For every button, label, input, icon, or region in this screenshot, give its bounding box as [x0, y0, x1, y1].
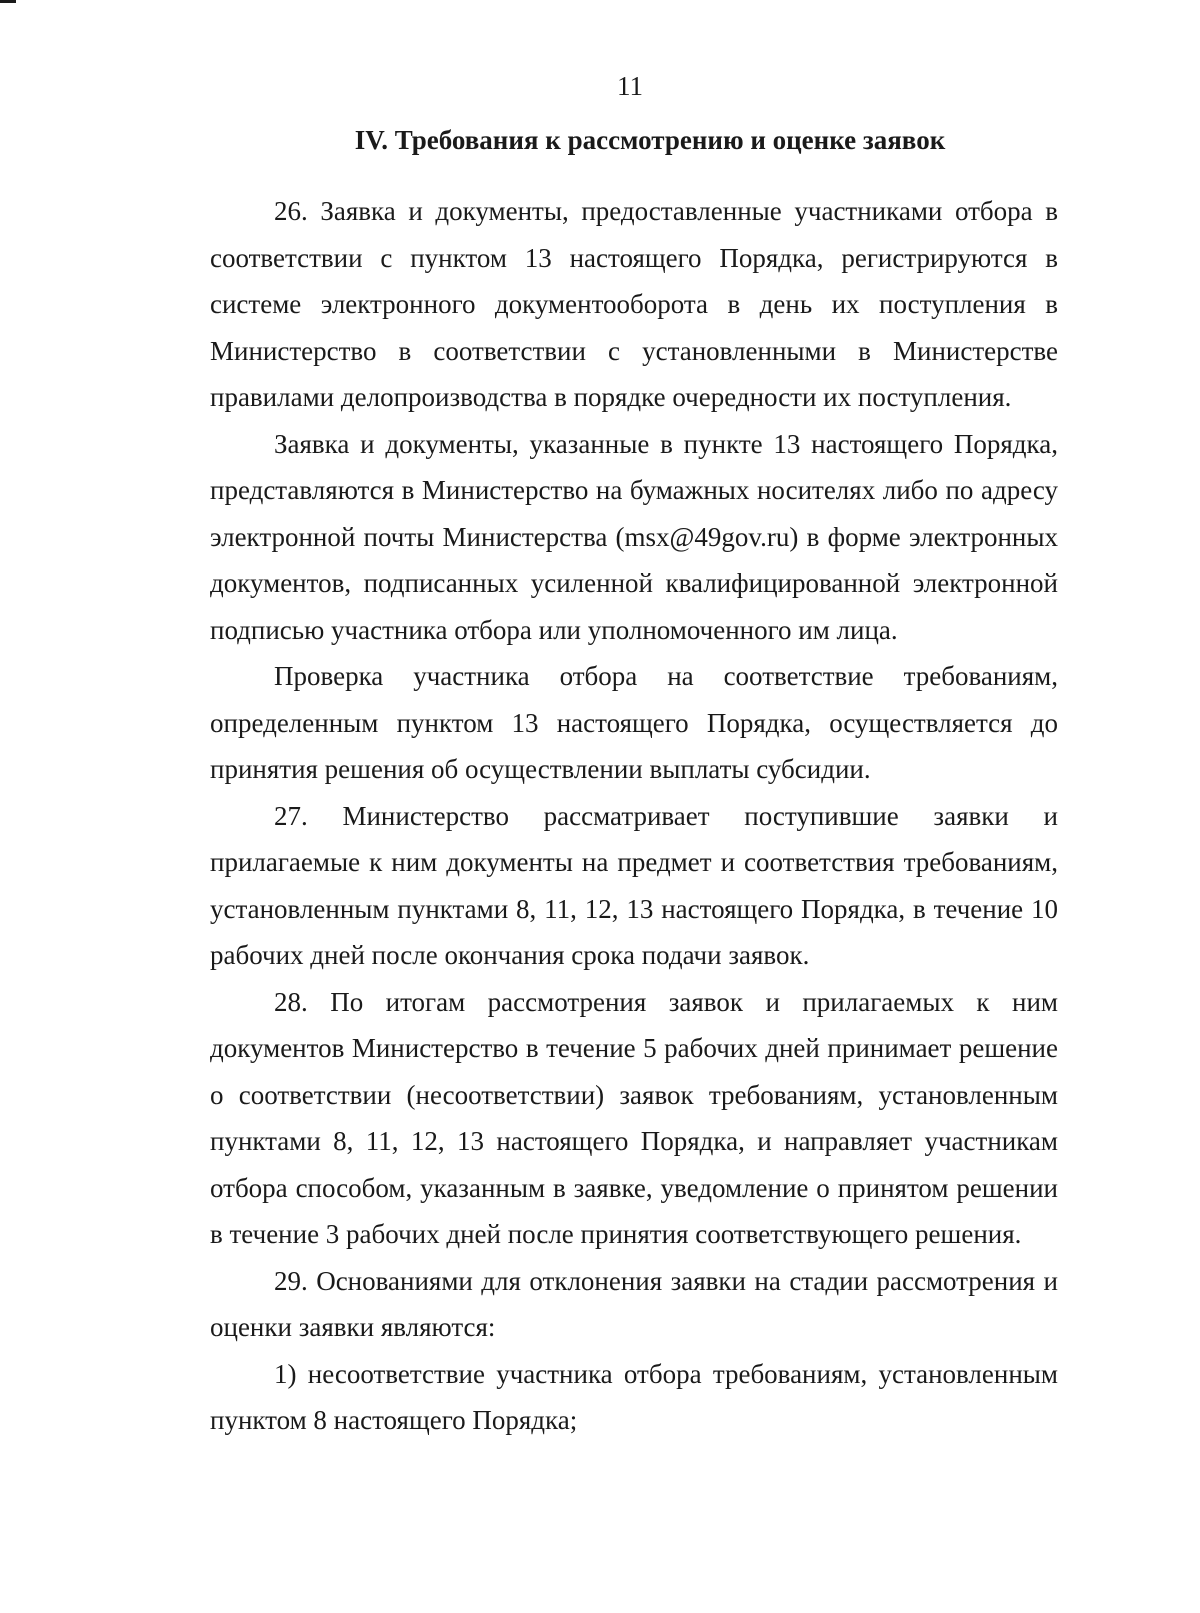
list-item-1: 1) несоответствие участника отбора требованиям, установленным пунктом 8 настоящего Порядка;: [210, 1358, 1058, 1435]
paragraph-27: 27. Министерство рассматривает поступившие заявки и прилагаемые к ним документы на предмет и соответствия требованиям, установленным пунктами 8, 11, 12, 13 настоящего Порядка, в течение 10 рабочих дней после окончания срока подачи заявок.: [210, 800, 1058, 970]
page-number: 11: [617, 71, 643, 101]
paragraph-28: 28. По итогам рассмотрения заявок и прилагаемых к ним документов Министерство в течение 5 рабочих дней принимает решение о соответствии (несоответствии) заявок требованиям, установленным пунктами 8, 11, 12, 13 настоящего Порядка, и направляет участникам отбора способом, указанным в заявке, уведомление о принятом решении в течение 3 рабочих дней после принятия соответствующего решения.: [210, 986, 1058, 1249]
paragraph-participant-check: Проверка участника отбора на соответствие требованиям, определенным пунктом 13 настоящего Порядка, осуществляется до принятия решения об осуществлении выплаты субсидии.: [210, 661, 1058, 784]
paragraph-29: 29. Основаниями для отклонения заявки на стадии рассмотрения и оценки заявки являются:: [210, 1265, 1058, 1342]
paragraph-26: 26. Заявка и документы, предоставленные участниками отбора в соответствии с пунктом 13 настоящего Порядка, регистрируются в системе электронного документооборота в день их поступления в Министерство в соответствии с установленными в Министерстве правилами делопроизводства в порядке очередности их поступления.: [210, 196, 1058, 412]
scan-corner-mark: [0, 0, 16, 3]
section-heading: IV. Требования к рассмотрению и оценке заявок: [354, 125, 946, 155]
paragraph-submission-format: Заявка и документы, указанные в пункте 13 настоящего Порядка, представляются в Министерство на бумажных носителях либо по адресу электронной почты Министерства (msx@49gov.ru) в форме электронных документов, подписанных усиленной квалифицированной электронной подписью участника отбора или уполномоченного им лица.: [210, 428, 1058, 645]
document-body: [210, 188, 1058, 1444]
